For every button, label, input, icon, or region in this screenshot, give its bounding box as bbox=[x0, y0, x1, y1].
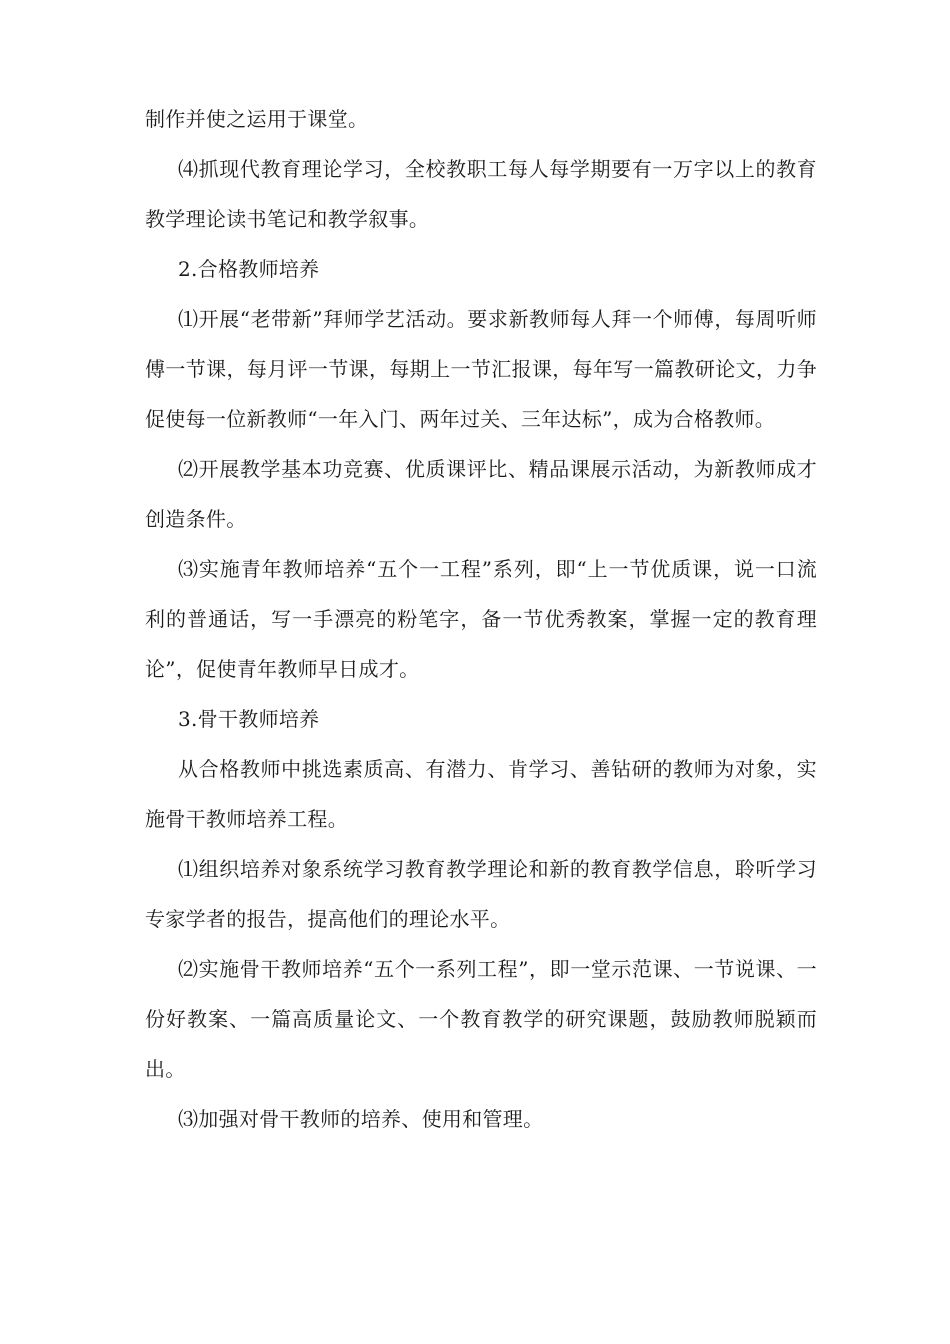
paragraph-item-2-competitions: ⑵开展教学基本功竞赛、优质课评比、精品课展示活动，为新教师成才创造条件。 bbox=[145, 457, 817, 531]
paragraph-item-2-five-one-series: ⑵实施骨干教师培养“五个一系列工程”，即一堂示范课、一节说课、一份好教案、一篇高质量论文、一个教育教学的研究课题，鼓励教师脱颖而出。 bbox=[145, 957, 817, 1081]
section-heading-qualified-teachers: 2.合格教师培养 bbox=[178, 257, 320, 281]
paragraph-item-3-five-one-project: ⑶实施青年教师培养“五个一工程”系列，即“上一节优质课，说一口流利的普通话，写一手漂亮的粉笔字，备一节优秀教案，掌握一定的教育理论”，促使青年教师早日成才。 bbox=[145, 557, 817, 681]
paragraph-continuation: 制作并使之运用于课堂。 bbox=[145, 107, 369, 131]
paragraph-backbone-intro: 从合格教师中挑选素质高、有潜力、肯学习、善钻研的教师为对象，实施骨干教师培养工程。 bbox=[145, 757, 817, 831]
paragraph-item-1-theory-training: ⑴组织培养对象系统学习教育教学理论和新的教育教学信息，聆听学习专家学者的报告，提高他们的理论水平。 bbox=[145, 857, 817, 931]
document-body bbox=[145, 94, 817, 1144]
paragraph-item-4-theory-study: ⑷抓现代教育理论学习，全校教职工每人每学期要有一万字以上的教育教学理论读书笔记和教学叙事。 bbox=[145, 157, 817, 231]
paragraph-item-3-management: ⑶加强对骨干教师的培养、使用和管理。 bbox=[178, 1107, 544, 1131]
paragraph-item-1-mentoring: ⑴开展“老带新”拜师学艺活动。要求新教师每人拜一个师傅，每周听师傅一节课，每月评一节课，每期上一节汇报课，每年写一篇教研论文，力争促使每一位新教师“一年入门、两年过关、三年达标”，成为合格教师。 bbox=[145, 307, 817, 431]
section-heading-backbone-teachers: 3.骨干教师培养 bbox=[178, 707, 320, 731]
